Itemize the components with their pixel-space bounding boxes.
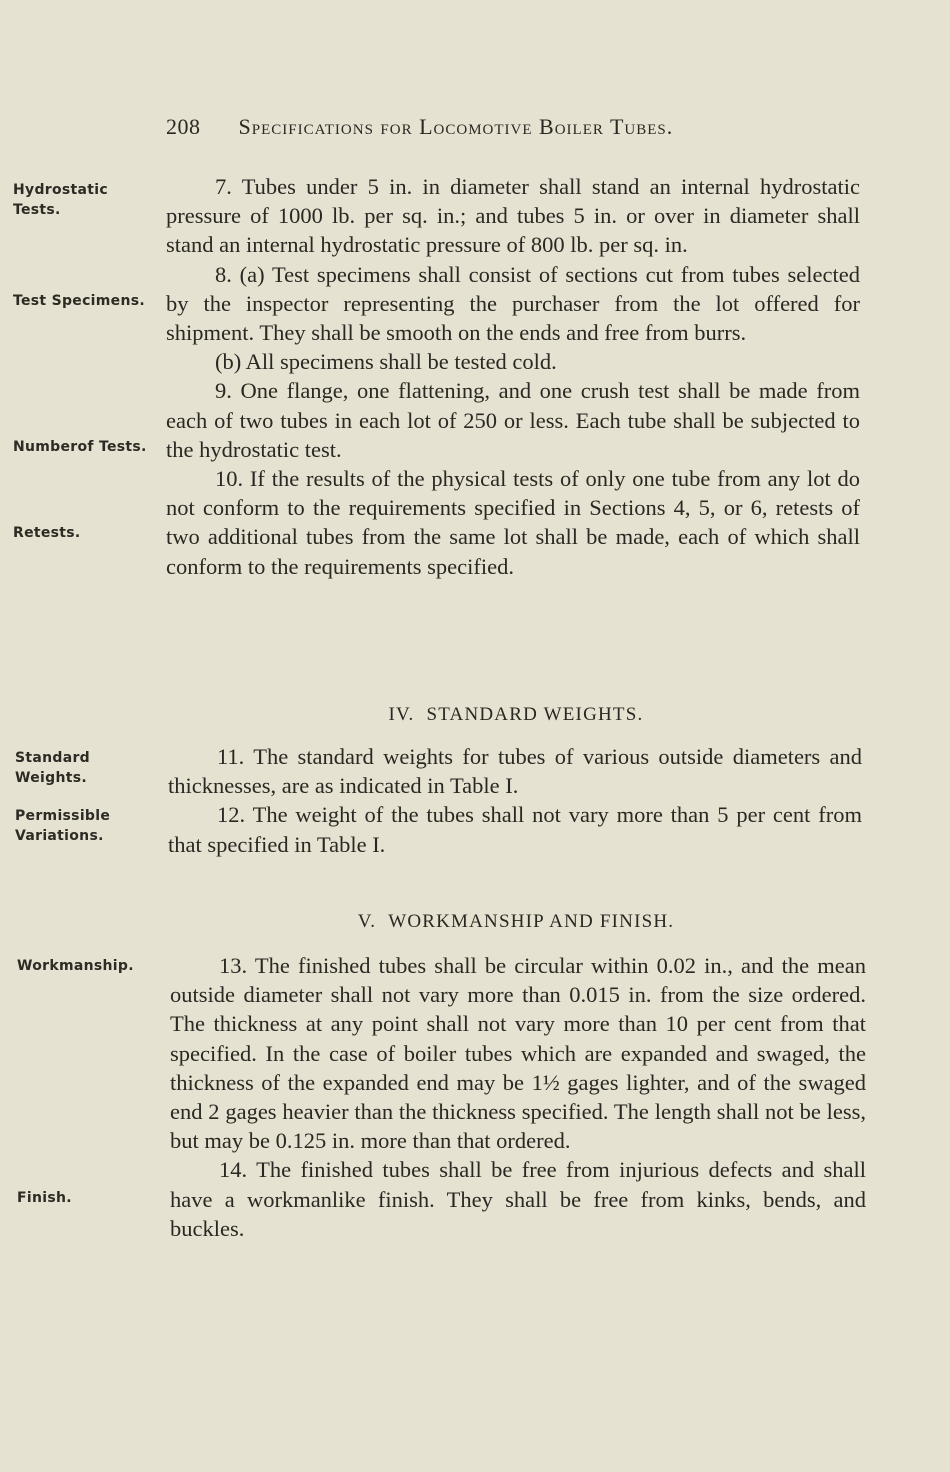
sidenote-line: Permissible — [15, 808, 111, 824]
section-title: WORKMANSHIP AND FINISH. — [388, 911, 675, 932]
paragraph-9: 9. One flange, one flattening, and one crush test shall be made from each of two tubes in each lot of 250 or less. Each tube shall be subjected to the hydrostatic test. — [166, 378, 860, 462]
section-heading-standard-weights — [166, 704, 866, 726]
sidenote-retests: Retests. — [13, 525, 81, 541]
page-title: Specifications for Locomotive Boiler Tubes. — [238, 114, 674, 139]
body-text-sections-7-10 — [166, 172, 860, 581]
sidenote-finish: Finish. — [17, 1190, 72, 1206]
running-head — [166, 114, 866, 140]
page-number: 208 — [166, 114, 201, 139]
section-number: V. — [357, 911, 377, 932]
sidenote-standard-weights — [15, 748, 165, 788]
paragraph-13: 13. The finished tubes shall be circular within 0.02 in., and the mean outside diameter shall not vary more than 0.015 in. from the size ordered. The thickness at any point shall not vary more than 10 per cent from that specified. In the case of boiler tubes which are expanded and swaged, the thickness of the expanded end may be 1½ gages lighter, and of the swaged end 2 gages heavier than the thickness specified. The length shall not be less, but may be 0.125 in. more than that ordered. — [170, 953, 866, 1154]
paragraph-14: 14. The finished tubes shall be free from injurious defects and shall have a workmanlike finish. They shall be free from kinks, bends, and buckles. — [170, 1157, 866, 1241]
paragraph-11: 11. The standard weights for tubes of various outside diameters and thicknesses, are as indicated in Table I. — [168, 744, 862, 799]
sidenote-line: Weights. — [15, 770, 87, 786]
paragraph-8b: (b) All specimens shall be tested cold. — [215, 349, 557, 375]
sidenote-line: Tests. — [13, 202, 61, 218]
sidenote-test-specimens: Test Specimens. — [13, 293, 145, 309]
body-text-sections-11-12 — [168, 742, 862, 859]
sidenote-permissible-variations — [15, 806, 165, 846]
section-number: IV. — [388, 704, 415, 725]
section-heading-workmanship-finish — [166, 911, 866, 933]
paragraph-10: 10. If the results of the physical tests of only one tube from any lot do not conform to the requirements specified in Sections 4, 5, or 6, retests of two additional tubes from the same lot shall be made, each of which shall conform to the requirements specified. — [166, 466, 860, 579]
paragraph-12: 12. The weight of the tubes shall not vary more than 5 per cent from that specified in Table I. — [168, 802, 862, 857]
paragraph-7: 7. Tubes under 5 in. in diameter shall stand an internal hydrostatic pressure of 1000 lb. per sq. in.; and tubes 5 in. or over in diameter shall stand an internal hydrostatic pressure of 800 lb. per sq. in. — [166, 174, 860, 258]
sidenote-line: Variations. — [15, 828, 104, 844]
sidenote-line: Standard — [15, 750, 90, 766]
paragraph-8a: 8. (a) Test specimens shall consist of sections cut from tubes selected by the inspector representing the purchaser from the lot offered for shipment. They shall be smooth on the ends and free from burrs. — [166, 261, 860, 346]
sidenote-hydrostatic-tests — [13, 180, 163, 220]
body-text-sections-13-14 — [170, 951, 866, 1243]
sidenote-line: Hydrostatic — [13, 182, 108, 198]
section-title: STANDARD WEIGHTS. — [426, 704, 644, 725]
sidenote-number-of-tests: Numberof Tests. — [13, 439, 147, 455]
sidenote-workmanship: Workmanship. — [17, 958, 134, 974]
